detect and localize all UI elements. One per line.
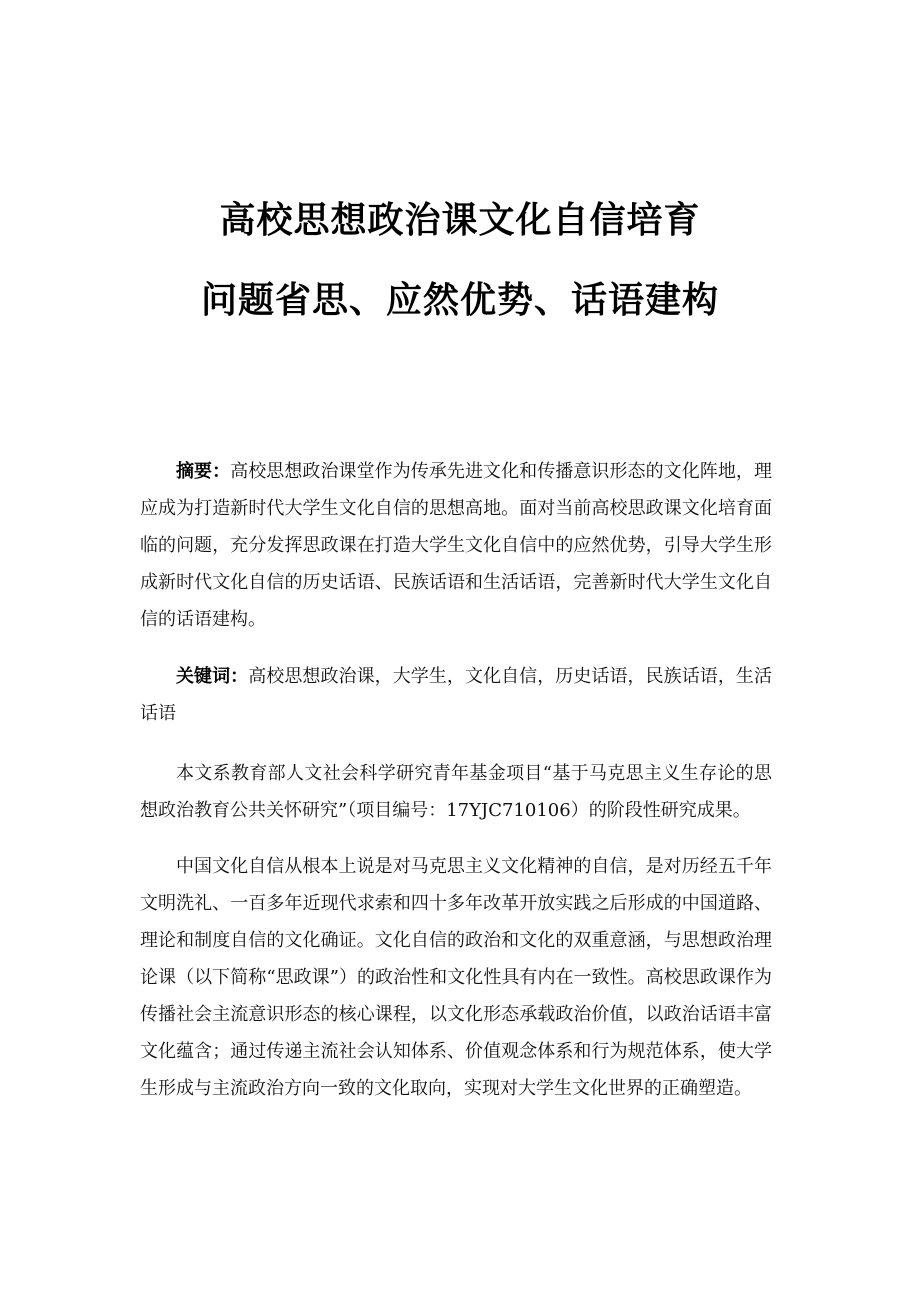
- body-paragraph-1: 中国文化自信从根本上说是对马克思主义文化精神的自信，是对历经五千年文明洗礼、一百多年近现代求索和四十多年改革开放实践之后形成的中国道路、理论和制度自信的文化确证。文化自信的政治和文化的双重意涵，与思想政治理论课（以下简称“思政课”）的政治性和文化性具有内在一致性。高校思政课作为传播社会主流意识形态的核心课程，以文化形态承载政治价值，以政治话语丰富文化蕴含；通过传递主流社会认知体系、价值观念体系和行为规范体系，使大学生形成与主流政治方向一致的文化取向，实现对大学生文化世界的正确塑造。: [140, 856, 772, 1099]
- abstract-label: 摘要：: [176, 461, 231, 482]
- paper-title-line-2: 问题省思、应然优势、话语建构: [200, 280, 719, 321]
- keywords-label: 关键词：: [176, 666, 249, 687]
- abstract-section: [140, 453, 772, 638]
- keywords-text: 高校思想政治课，大学生，文化自信，历史话语，民族话语，生活话语: [140, 666, 772, 724]
- funding-note: 本文系教育部人文社会科学研究青年基金项目“基于马克思主义生存论的思想政治教育公共关怀研究”（项目编号：17YJC710106）的阶段性研究成果。: [140, 763, 772, 821]
- paper-title-line-1: 高校思想政治课文化自信培育: [219, 200, 701, 241]
- keywords-section: [140, 658, 772, 732]
- abstract-text: 高校思想政治课堂作为传承先进文化和传播意识形态的文化阵地，理应成为打造新时代大学生文化自信的思想高地。面对当前高校思政课文化培育面临的问题，充分发挥思政课在打造大学生文化自信中的应然优势，引导大学生形成新时代文化自信的历史话语、民族话语和生活话语，完善新时代大学生文化自信的话语建构。: [140, 461, 772, 630]
